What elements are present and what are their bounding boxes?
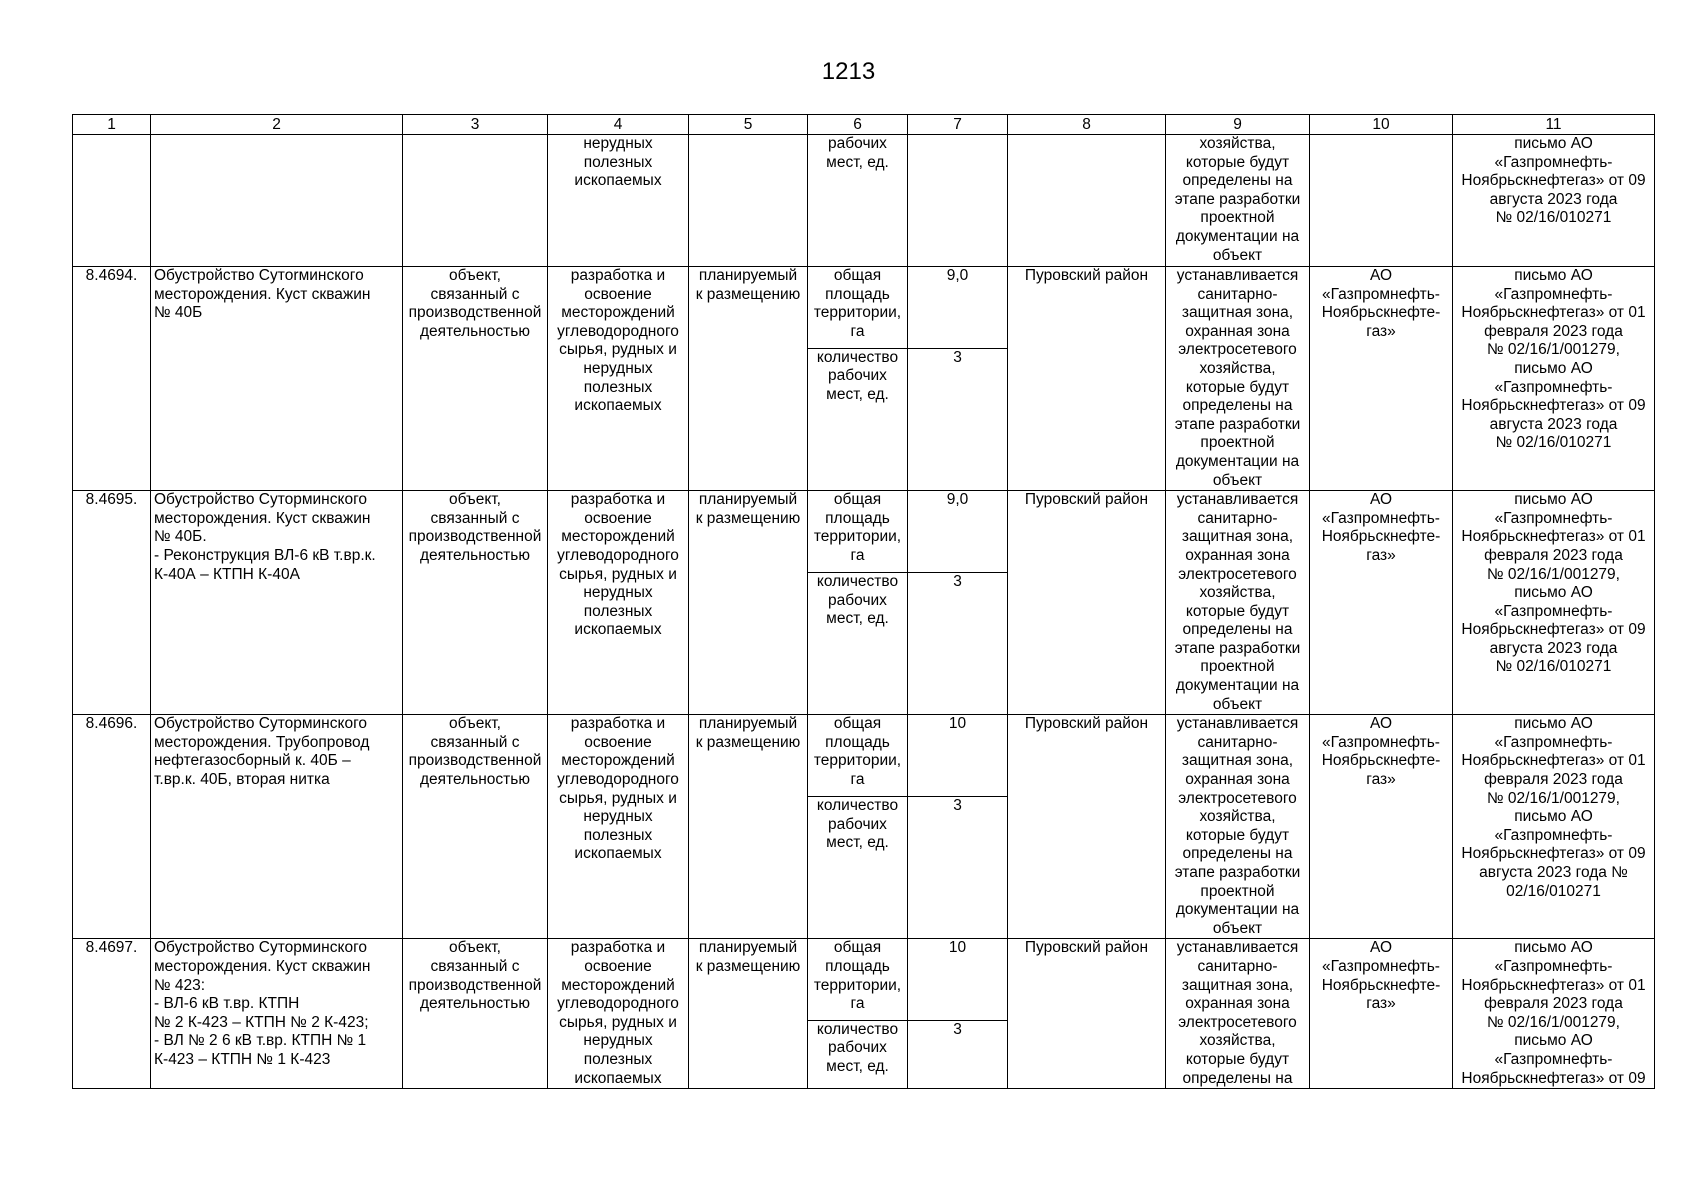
object-status: планируемый к размещению xyxy=(689,715,808,939)
column-header: 2 xyxy=(151,115,403,135)
parameter-jobs-value: 3 xyxy=(908,1020,1008,1088)
parameter-jobs-label: количество рабочих мест, ед. xyxy=(808,348,908,490)
parameter-area-value: 10 xyxy=(908,939,1008,1020)
table-row xyxy=(73,267,1655,349)
object-type: объект, связанный с производственной деятельностью xyxy=(403,491,548,715)
source-document: письмо АО «Газпромнефть- Ноябрьскнефтегаз» от 01 февраля 2023 года № 02/16/1/001279, письмо АО «Газпромнефть- Ноябрьскнефтегаз» от 09 xyxy=(1453,939,1655,1089)
object-type: объект, связанный с производственной деятельностью xyxy=(403,939,548,1089)
source-cell: письмо АО «Газпромнефть- Ноябрьскнефтегаз» от 09 августа 2023 года № 02/16/010271 xyxy=(1453,135,1655,267)
parameter-jobs-value: 3 xyxy=(908,573,1008,715)
object-type: объект, связанный с производственной деятельностью xyxy=(403,715,548,939)
row-number: 8.4694. xyxy=(73,267,151,491)
object-location: Пуровский район xyxy=(1008,939,1166,1089)
zone-cell: хозяйства, которые будут определены на этапе разработки проектной документации на объект xyxy=(1166,135,1310,267)
object-purpose: разработка и освоение месторождений углеводородного сырья, рудных и нерудных полезных ископаемых xyxy=(548,491,689,715)
parameter-jobs-label: количество рабочих мест, ед. xyxy=(808,573,908,715)
parameter-jobs-value: 3 xyxy=(908,797,1008,939)
object-status: планируемый к размещению xyxy=(689,939,808,1089)
purpose-cell: нерудных полезных ископаемых xyxy=(548,135,689,267)
parameter-area-label: общая площадь территории, га xyxy=(808,715,908,797)
column-header: 10 xyxy=(1310,115,1453,135)
object-status: планируемый к размещению xyxy=(689,267,808,491)
object-location: Пуровский район xyxy=(1008,267,1166,491)
column-header: 3 xyxy=(403,115,548,135)
page-number: 1213 xyxy=(821,58,876,85)
object-location: Пуровский район xyxy=(1008,491,1166,715)
object-purpose: разработка и освоение месторождений углеводородного сырья, рудных и нерудных полезных ископаемых xyxy=(548,267,689,491)
object-purpose: разработка и освоение месторождений углеводородного сырья, рудных и нерудных полезных ископаемых xyxy=(548,715,689,939)
row-number: 8.4695. xyxy=(73,491,151,715)
objects-table xyxy=(72,114,1655,1089)
column-header: 1 xyxy=(73,115,151,135)
column-header: 6 xyxy=(808,115,908,135)
zone-description: устанавливается санитарно- защитная зона, охранная зона электросетевого хозяйства, которые будут определены на этапе разработки проектной документации на объект xyxy=(1166,267,1310,491)
row-number: 8.4696. xyxy=(73,715,151,939)
parameter-area-label: общая площадь территории, га xyxy=(808,267,908,349)
column-header: 5 xyxy=(689,115,808,135)
object-status: планируемый к размещению xyxy=(689,491,808,715)
table-row xyxy=(73,491,1655,573)
object-owner: АО «Газпромнефть- Ноябрьскнефте- газ» xyxy=(1310,491,1453,715)
table-row xyxy=(73,715,1655,797)
parameter-jobs-label: количество рабочих мест, ед. xyxy=(808,797,908,939)
object-name: Обустройство Сутorминского месторождения. Куст скважин № 40Б xyxy=(151,267,403,491)
parameter-cell: рабочих мест, ед. xyxy=(808,135,908,267)
parameter-area-value: 9,0 xyxy=(908,491,1008,573)
column-header: 8 xyxy=(1008,115,1166,135)
table-row xyxy=(73,939,1655,1020)
source-document: письмо АО «Газпромнефть- Ноябрьскнефтегаз» от 01 февраля 2023 года № 02/16/1/001279, письмо АО «Газпромнефть- Ноябрьскнефтегаз» от 09 августа 2023 года № 02/16/010271 xyxy=(1453,491,1655,715)
object-owner: АО «Газпромнефть- Ноябрьскнефте- газ» xyxy=(1310,267,1453,491)
parameter-jobs-value: 3 xyxy=(908,348,1008,490)
object-name: Обустройство Суторминского месторождения. Трубопровод нефтегазосборный к. 40Б – т.вр.к. 40Б, вторая нитка xyxy=(151,715,403,939)
zone-description: устанавливается санитарно- защитная зона, охранная зона электросетевого хозяйства, которые будут определены на этапе разработки проектной документации на объект xyxy=(1166,715,1310,939)
parameter-area-value: 10 xyxy=(908,715,1008,797)
parameter-area-value: 9,0 xyxy=(908,267,1008,349)
object-purpose: разработка и освоение месторождений углеводородного сырья, рудных и нерудных полезных ископаемых xyxy=(548,939,689,1089)
object-type: объект, связанный с производственной деятельностью xyxy=(403,267,548,491)
object-location: Пуровский район xyxy=(1008,715,1166,939)
object-name: Обустройство Суторминского месторождения. Куст скважин № 423: - ВЛ-6 кВ т.вр. КТПН № 2 К-423 – КТПН № 2 К-423; - ВЛ № 2 6 кВ т.вр. КТПН № 1 К-423 – КТПН № 1 К-423 xyxy=(151,939,403,1089)
column-header: 7 xyxy=(908,115,1008,135)
source-document: письмо АО «Газпромнефть- Ноябрьскнефтегаз» от 01 февраля 2023 года № 02/16/1/001279, письмо АО «Газпромнефть- Ноябрьскнефтегаз» от 09 августа 2023 года № 02/16/010271 xyxy=(1453,715,1655,939)
zone-description: устанавливается санитарно- защитная зона, охранная зона электросетевого хозяйства, которые будут определены на этапе разработки проектной документации на объект xyxy=(1166,491,1310,715)
parameter-area-label: общая площадь территории, га xyxy=(808,491,908,573)
zone-description: устанавливается санитарно- защитная зона, охранная зона электросетевого хозяйства, которые будут определены на xyxy=(1166,939,1310,1089)
column-number-row xyxy=(73,115,1655,135)
row-number: 8.4697. xyxy=(73,939,151,1089)
object-owner: АО «Газпромнефть- Ноябрьскнефте- газ» xyxy=(1310,715,1453,939)
continuation-row xyxy=(73,135,1655,267)
column-header: 9 xyxy=(1166,115,1310,135)
column-header: 11 xyxy=(1453,115,1655,135)
source-document: письмо АО «Газпромнефть- Ноябрьскнефтегаз» от 01 февраля 2023 года № 02/16/1/001279, письмо АО «Газпромнефть- Ноябрьскнефтегаз» от 09 августа 2023 года № 02/16/010271 xyxy=(1453,267,1655,491)
object-owner: АО «Газпромнефть- Ноябрьскнефте- газ» xyxy=(1310,939,1453,1089)
parameter-area-label: общая площадь территории, га xyxy=(808,939,908,1020)
column-header: 4 xyxy=(548,115,689,135)
parameter-jobs-label: количество рабочих мест, ед. xyxy=(808,1020,908,1088)
object-name: Обустройство Суторминского месторождения. Куст скважин № 40Б. - Реконструкция ВЛ-6 кВ т.вр.к. К-40А – КТПН К-40А xyxy=(151,491,403,715)
